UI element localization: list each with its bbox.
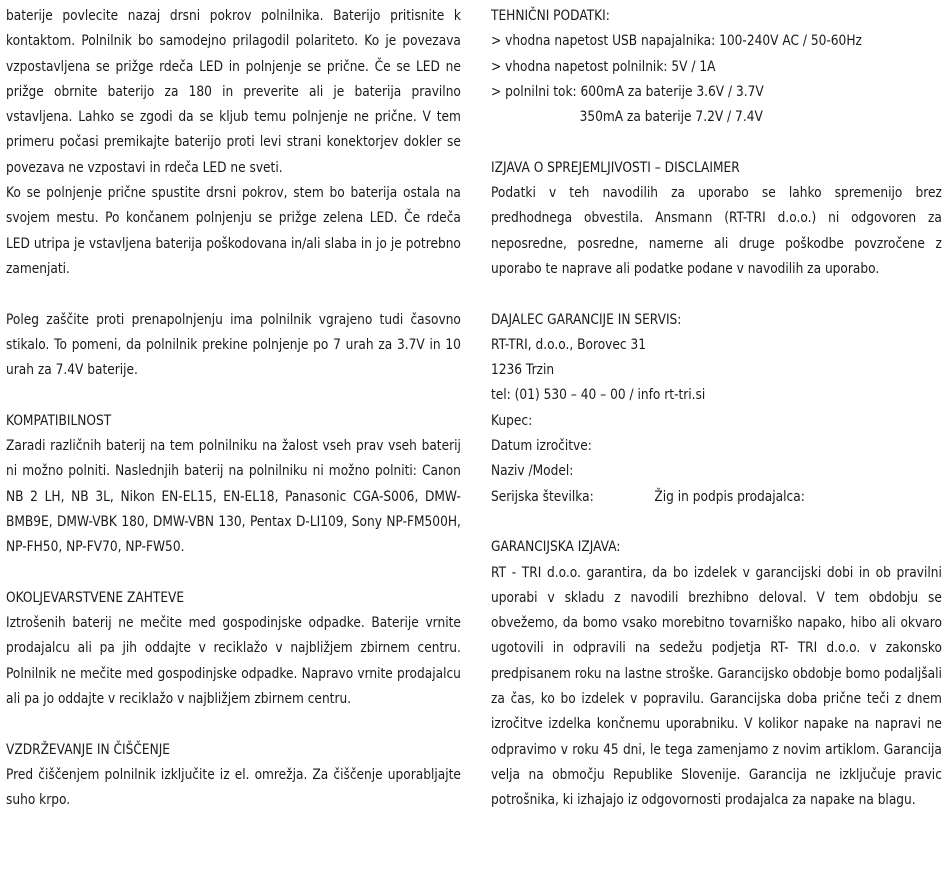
company-contact: tel: (01) 530 – 40 – 00 / info rt-tri.si: [491, 387, 706, 404]
serial-stamp-row: [491, 485, 942, 510]
environment-heading: OKOLJEVARSTVENE ZAHTEVE: [6, 589, 185, 606]
company-address: RT-TRI, d.o.o., Borovec 31: [491, 336, 647, 353]
disclaimer-text: Podatki v teh navodilih za uporabo se lahko spremenijo brez predhodnega obvestila. Ansmann (RT-TRI d.o.o.) ni odgovoren za neposredne, posredne, namerne ali druge poškodbe povzročene z uporabo te naprave ali podatke podane v navodilih za uporabo.: [491, 185, 942, 277]
warranty-statement-text: RT - TRI d.o.o. garantira, da bo izdelek v garancijski dobi in ob pravilni uporabi v skladu z navodili brezhibno deloval. V tem obdobju se obvežemo, da bomo vsako morebitno tovarniško napako, hibo ali okvaro ugotovili in odpravili na sedežu podjetja RT- TRI d.o.o. v zakonsko predpisanem roku na lastne stroške. Garancijsko obdobje bomo podaljšali za čas, ko bo izdelek v popravilu. Garancijska doba prične teči z dnem izročitve izdelka končnemu uporabniku. V kolikor napake na napravi ne odpravimo v roku 45 dni, le tega zamenjamo z novim artiklom. Garancija velja na območju Republike Slovenije. Garancija ne izključuje pravic potrošnika, ki izhajajo iz odgovornosti prodajalca za napake na blagu.: [491, 564, 942, 809]
maintenance-text: Pred čiščenjem polnilnik izključite iz el. omrežja. Za čiščenje uporabljajte suho krpo.: [6, 766, 461, 809]
timer-paragraph: Poleg zaščite proti prenapolnjenju ima polnilnik vgrajeno tudi časovno stikalo. To pomeni, da polnilnik prekine polnjenje po 7 urah za 3.7V in 10 urah za 7.4V baterije.: [6, 311, 461, 379]
tech-spec-charger-input: > vhodna napetost polnilnik: 5V / 1A: [491, 58, 716, 75]
right-column: [491, 4, 943, 814]
charging-complete-paragraph: Ko se polnjenje prične spustite drsni pokrov, stem bo baterija ostala na svojem mestu. Po končanem polnjenju se prižge zelena LED. Če rdeča LED utripa je vstavljena baterija poškodovana in/ali slaba in jo je potrebno zamenjati.: [6, 185, 461, 277]
environment-text: Iztrošenih baterij ne mečite med gospodinjske odpadke. Baterije vrnite prodajalcu ali pa jih oddajte v reciklažo v najbližjem zbirnem centru. Polnilnik ne mečite med gospodinjske odpadke. Napravo vrnite prodajalcu ali pa jo oddajte v reciklažo v najbližjem zbirnem centru.: [6, 615, 461, 708]
technical-data-heading: TEHNIČNI PODATKI:: [491, 8, 610, 24]
tech-spec-charge-current-2: 350mA za baterije 7.2V / 7.4V: [579, 109, 763, 126]
tech-spec-usb-input: > vhodna napetost USB napajalnika: 100-240V AC / 50-60Hz: [491, 33, 862, 50]
company-city: 1236 Trzin: [491, 362, 555, 379]
charging-instructions-paragraph: baterije povlecite nazaj drsni pokrov polnilnika. Baterijo pritisnite k kontaktom. Polnilnik bo samodejno prilagodil polariteto. Ko je povezava vzpostavljena se prižge rdeča LED in polnjenje se prične. Če se LED ne prižge obrnite baterijo za 180 in preverite ali je baterija pravilno vstavljena. Lahko se zgodi da se kljub temu polnjenje ne prične. V tem primeru počasi premikajte baterijo proti levi strani konektorjev dokler se povezava ne vzpostavi in rdeča LED ne sveti.: [6, 8, 461, 176]
warranty-statement-heading: GARANCIJSKA IZJAVA:: [491, 539, 621, 556]
model-label: Naziv /Model:: [491, 463, 574, 480]
tech-spec-charge-current: > polnilni tok: 600mA za baterije 3.6V / 3.7V: [491, 83, 764, 100]
compatibility-heading: KOMPATIBILNOST: [6, 412, 112, 429]
warranty-provider-heading: DAJALEC GARANCIJE IN SERVIS:: [491, 311, 682, 328]
compatibility-text: Zaradi različnih baterij na tem polnilniku na žalost vseh prav vseh baterij ni možno polniti. Naslednjih baterij na polnilniku ni možno polniti: Canon NB 2 LH, NB 3L, Nikon EN-EL15, EN-EL18, Panasonic CGA-S006, DMW-BMB9E, DMW-VBK 180, DMW-VBN 130, Pentax D-LI109, Sony NP-FM500H, NP-FH50, NP-FV70, NP-FW50.: [6, 438, 461, 556]
delivery-date-label: Datum izročitve:: [491, 438, 592, 455]
left-column: [6, 4, 462, 814]
disclaimer-heading: IZJAVA O SPREJEMLJIVOSTI – DISCLAIMER: [491, 159, 740, 176]
seller-stamp-label: Žig in podpis prodajalca:: [654, 488, 805, 505]
buyer-label: Kupec:: [491, 412, 533, 429]
maintenance-heading: VZDRŽEVANJE IN ČIŠČENJE: [6, 741, 171, 758]
serial-number-label: Serijska številka:: [491, 488, 594, 505]
